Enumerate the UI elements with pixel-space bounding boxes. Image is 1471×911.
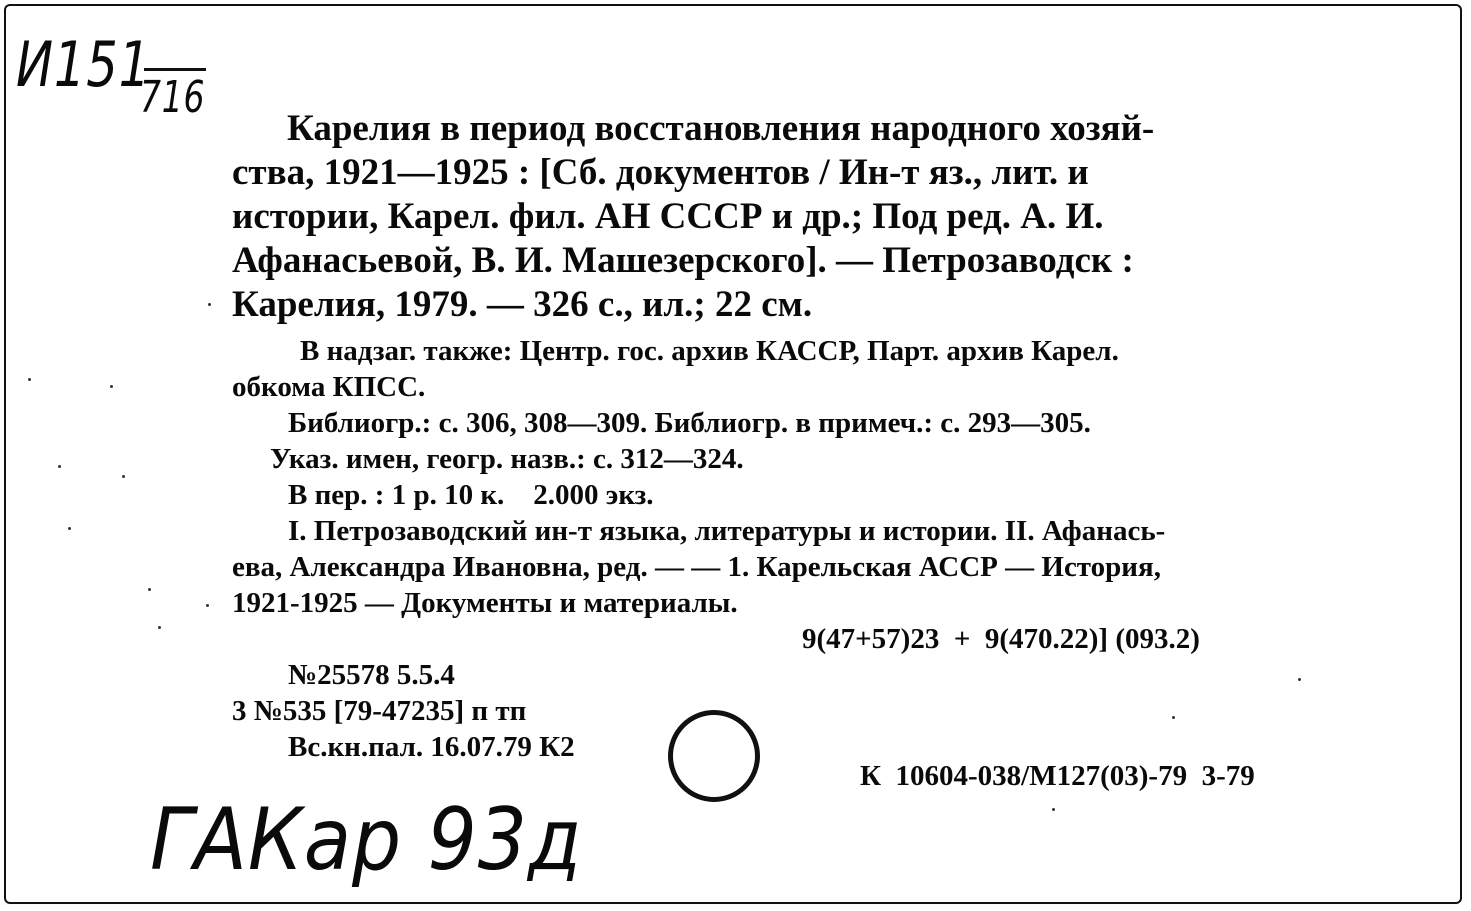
speck [68,527,71,530]
handwritten-archive-note: ГАКар 93д [150,790,583,890]
speck [1172,716,1175,719]
speck [122,475,125,478]
title-line-3: истории, Карел. фил. АН СССР и др.; Под ред. А. И. [232,196,1104,237]
speck [58,465,61,468]
classification-index: 9(47+57)23 + 9(470.22)] (093.2) [802,623,1200,655]
speck [206,604,209,607]
title-line-2: ства, 1921—1925 : [Сб. документов / Ин-т яз., лит. и [232,152,1089,193]
speck [28,378,31,381]
stamp-circle [668,710,760,802]
speck [110,385,113,388]
handwritten-code: И151 [16,28,151,101]
catalog-number: К 10604-038/М127(03)-79 3-79 [860,760,1255,792]
speck [148,588,151,591]
note-line-2: обкома КПСС. [232,371,426,403]
note-line-8: 1921-1925 — Документы и материалы. [232,587,738,619]
note-line-5: В пер. : 1 р. 10 к. 2.000 экз. [288,479,654,511]
speck [1052,808,1055,811]
note-line-1: В надзаг. также: Центр. гос. архив КАССР, Парт. архив Карел. [300,335,1119,367]
handwritten-code-fraction-line [144,68,206,71]
footer-line-1: №25578 5.5.4 [288,659,455,691]
note-line-4: Указ. имен, геогр. назв.: с. 312—324. [270,443,744,475]
footer-line-2: 3 №535 [79-47235] п тп [232,695,527,727]
note-line-6: I. Петрозаводский ин-т языка, литературы и истории. II. Афанась- [288,515,1166,547]
title-line-1: Карелия в период восстановления народного хозяй- [287,108,1155,149]
note-line-7: ева, Александра Ивановна, ред. — — 1. Карельская АССР — История, [232,551,1161,583]
title-line-5: Карелия, 1979. — 326 с., ил.; 22 см. [232,284,813,325]
speck [158,626,161,629]
handwritten-code-fraction: 716 [140,72,206,123]
speck [1298,678,1301,681]
title-line-4: Афанасьевой, В. И. Машезерского]. — Петрозаводск : [232,240,1134,281]
note-line-3: Библиогр.: с. 306, 308—309. Библиогр. в примеч.: с. 293—305. [288,407,1091,439]
footer-line-3: Вс.кн.пал. 16.07.79 К2 [288,731,575,763]
speck [208,303,211,306]
